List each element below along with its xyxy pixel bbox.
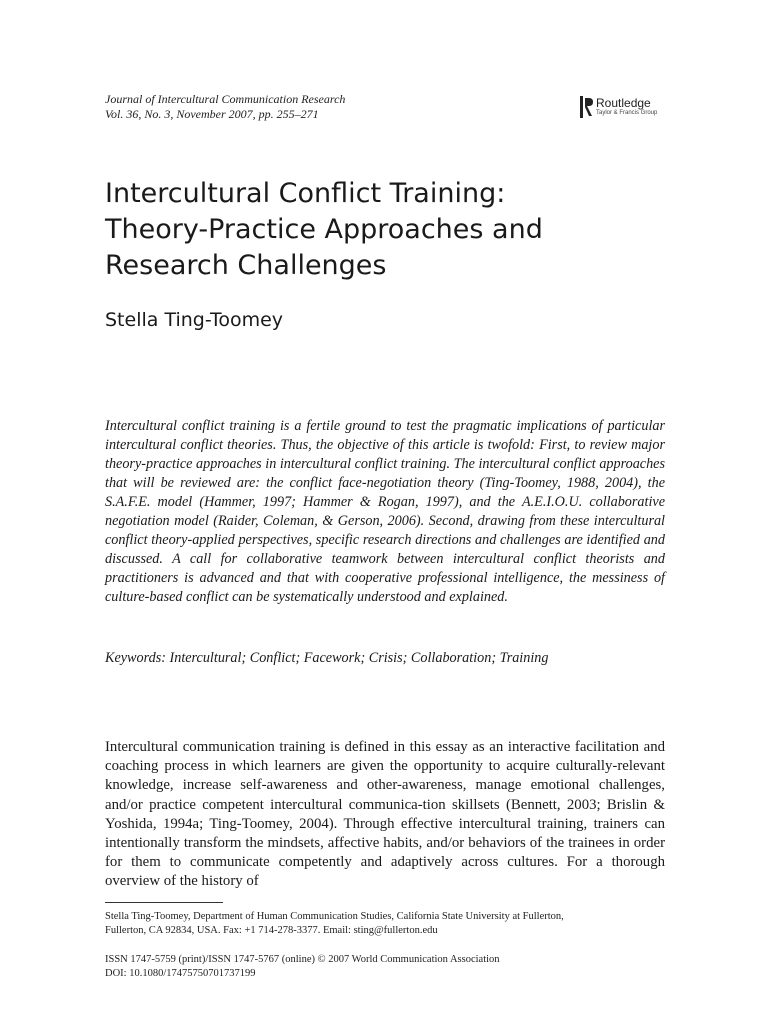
- keywords: Keywords: Intercultural; Conflict; Facework; Crisis; Collaboration; Training: [105, 650, 549, 666]
- abstract: Intercultural conflict training is a fertile ground to test the pragmatic implications of particular intercultural conflict theories. Thus, the objective of this article is twofold: First, to review major theory-practice approaches in intercultural conflict training. The intercultural conflict approaches that will be reviewed are: the conflict face-negotiation theory (Ting-Toomey, 1988, 2004), the S.A.F.E. model (Hammer, 1997; Hammer & Rogan, 1997), and the A.E.I.O.U. collaborative negotiation model (Raider, Coleman, & Gerson, 2006). Second, drawing from these intercultural conflict theory-applied perspectives, specific research directions and challenges are identified and discussed. A call for collaborative teamwork between intercultural conflict theorists and practitioners is advanced and that with cooperative professional intelligence, the messiness of culture-based conflict can be systematically understood and explained.: [105, 418, 665, 605]
- footnote-line: Stella Ting-Toomey, Department of Human Communication Studies, California State University at Fullerton,: [105, 911, 564, 922]
- publisher-group: Taylor & Francis Group: [596, 110, 658, 116]
- journal-issue: Vol. 36, No. 3, November 2007, pp. 255–271: [105, 107, 319, 121]
- issn-line: ISSN 1747-5759 (print)/ISSN 1747-5767 (online) © 2007 World Communication Association: [105, 954, 500, 965]
- author-name: Stella Ting-Toomey: [105, 309, 284, 331]
- title-line: Theory-Practice Approaches and: [105, 214, 543, 245]
- doi-line: DOI: 10.1080/17475750701737199: [105, 968, 256, 979]
- routledge-r-icon: [580, 96, 592, 118]
- footnote-divider: [105, 902, 223, 903]
- body-paragraph: Intercultural communication training is defined in this essay as an interactive facilitation and coaching process in which learners are given the opportunity to acquire culturally-relevant knowledge, increase self-awareness and other-awareness, manage emotional challenges, and/or practice competent intercultural communica-tion skillsets (Bennett, 2003; Brislin & Yoshida, 1994a; Ting-Toomey, 2004). Through effective intercultural training, trainers can intentionally transform the mindsets, affective habits, and/or behaviors of the trainees in order for them to communicate competently and adaptively across cultures. For a thorough overview of the history of: [105, 739, 665, 890]
- article-title: [105, 176, 665, 284]
- publisher-name: Routledge: [596, 96, 651, 110]
- journal-name: Journal of Intercultural Communication Research: [105, 92, 346, 106]
- title-line: Research Challenges: [105, 250, 387, 281]
- publisher-logo: [580, 96, 657, 118]
- author-affiliation-footnote: [105, 910, 665, 938]
- journal-header: [105, 92, 345, 122]
- footnote-line: Fullerton, CA 92834, USA. Fax: +1 714-278-3377. Email: sting@fullerton.edu: [105, 925, 438, 936]
- issn-info: [105, 953, 665, 981]
- title-line: Intercultural Conflict Training:: [105, 178, 506, 209]
